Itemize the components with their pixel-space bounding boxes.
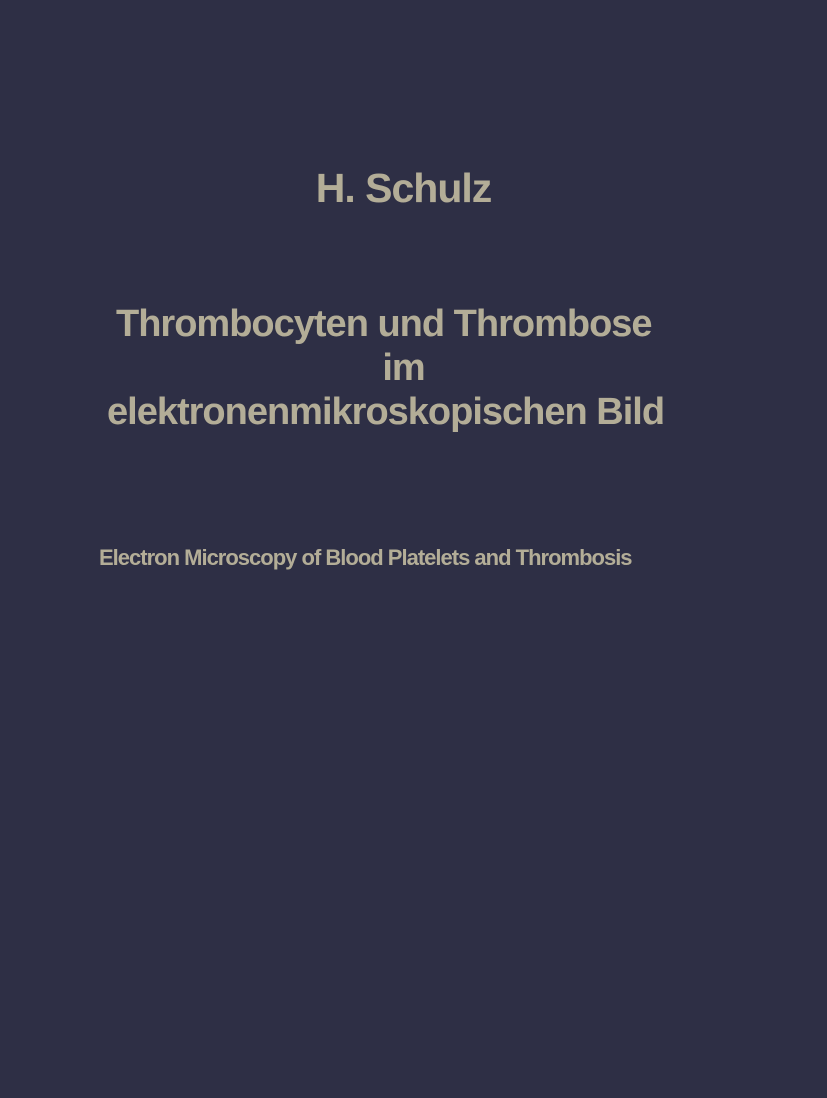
title-line-2: im — [382, 347, 425, 389]
title-line-1: Thrombocyten und Thrombose — [116, 303, 652, 345]
title-line-3: elektronenmikroskopischen Bild — [107, 391, 665, 433]
english-subtitle: Electron Microscopy of Blood Platelets and Thrombosis — [99, 545, 632, 570]
author-name: H. Schulz — [315, 165, 492, 211]
